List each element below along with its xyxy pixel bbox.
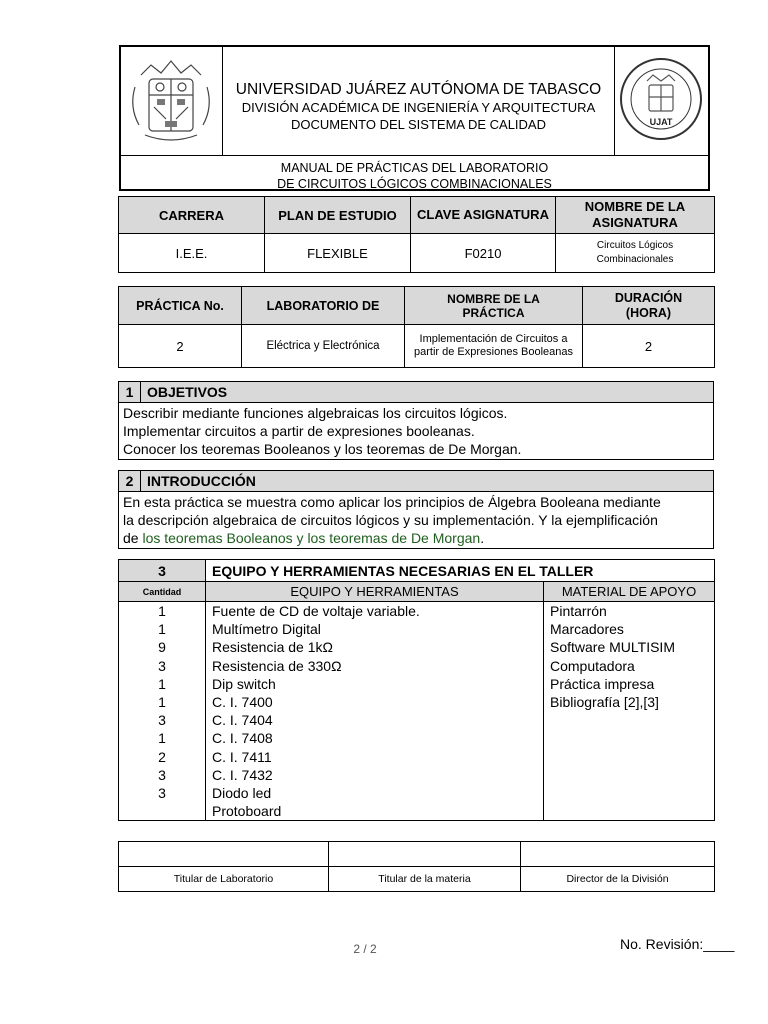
course-carrera: I.E.E. [119,234,265,273]
equipo-title: EQUIPO Y HERRAMIENTAS NECESARIAS EN EL TALLER [206,560,715,582]
objetivo-line: Conocer los teoremas Booleanos y los teoremas de De Morgan. [123,441,522,457]
material-item: Marcadores [550,621,624,638]
practice-table [118,286,715,368]
practice-nombre: Implementación de Circuitos a partir de Expresiones Booleanas [405,325,583,368]
course-header-nombre: NOMBRE DE LA ASIGNATURA [556,197,715,234]
qty-item: 9 [158,639,166,656]
signature-line-materia [329,842,521,867]
header-titles [223,47,614,155]
introduccion-title: INTRODUCCIÓN [141,471,714,492]
manual-title [121,155,708,189]
qty-item: 3 [158,657,166,674]
qty-item: 3 [158,766,166,783]
university-name: UNIVERSIDAD JUÁREZ AUTÓNOMA DE TABASCO [235,81,602,98]
manual-title-line2: DE CIRCUITOS LÓGICOS COMBINACIONALES [277,177,552,191]
equipo-col-equipo: EQUIPO Y HERRAMIENTAS [206,582,544,602]
intro-line3-prefix: de [123,530,143,546]
material-item: Práctica impresa [550,675,655,692]
signature-label-lab: Titular de Laboratorio [119,867,329,892]
qty-item: 1 [158,694,166,711]
university-crest-logo [121,47,223,155]
practice-header-duracion: DURACIÓN (HORA) [583,287,715,325]
qty-item: 1 [158,621,166,638]
equipo-item: C. I. 7404 [212,712,273,729]
material-item: Computadora [550,657,635,674]
intro-line3-highlight: los teoremas Booleanos y los teoremas de De Morgan [142,530,481,546]
page-number: 2 / 2 [353,942,377,956]
objetivos-body [119,403,714,460]
objetivos-section [118,381,714,460]
course-nombre: Circuitos Lógicos Combinacionales [556,234,715,273]
division-name: DIVISIÓN ACADÉMICA DE INGENIERÍA Y ARQUITECTURA [241,100,596,115]
equipo-quantities [119,602,206,821]
equipo-item: Fuente de CD de voltaje variable. [212,603,420,619]
intro-line3-suffix: . [480,530,485,546]
intro-line2: la descripción algebraica de circuitos lógicos y su implementación. Y la ejemplificación [123,512,658,528]
equipo-item: Resistencia de 1kΩ [212,639,333,656]
practice-no: 2 [119,325,242,368]
practice-duracion: 2 [583,325,715,368]
equipo-item: Dip switch [212,675,276,692]
equipo-item: Resistencia de 330Ω [212,657,342,674]
equipo-section [118,559,715,821]
objetivo-line: Implementar circuitos a partir de expresiones booleanas. [123,423,475,439]
revision-number: No. Revisión:____ [620,936,735,952]
qty-item: 1 [158,675,166,692]
practice-header-no: PRÁCTICA No. [119,287,242,325]
qty-item: 3 [158,785,166,802]
equipo-item: Protoboard [212,803,282,820]
equipo-item: Diodo led [212,785,272,802]
equipo-item: C. I. 7411 [212,748,272,765]
equipo-number: 3 [119,560,206,582]
course-header-plan: PLAN DE ESTUDIO [265,197,411,234]
objetivo-line: Describir mediante funciones algebraicas los circuitos lógicos. [123,405,508,421]
course-plan: FLEXIBLE [265,234,411,273]
qty-item: 3 [158,712,166,729]
university-seal-logo [614,47,708,155]
manual-title-line1: MANUAL DE PRÁCTICAS DEL LABORATORIO [280,161,549,175]
equipo-col-material: MATERIAL DE APOYO [544,582,715,602]
objetivos-title: OBJETIVOS [141,382,714,403]
signature-label-materia: Titular de la materia [329,867,521,892]
introduccion-number: 2 [119,471,141,492]
material-items [544,602,715,821]
practice-lab: Eléctrica y Electrónica [242,325,405,368]
course-table [118,196,715,273]
equipo-item: C. I. 7400 [212,694,273,711]
equipo-items [206,602,544,821]
equipo-item: C. I. 7408 [212,730,273,747]
equipo-item: Multímetro Digital [212,621,321,638]
equipo-col-qty: Cantidad [119,582,206,602]
signature-label-director: Director de la División [521,867,715,892]
objetivos-number: 1 [119,382,141,403]
introduccion-body [119,492,714,549]
signature-table [118,841,715,892]
equipo-item: C. I. 7432 [212,766,273,783]
qty-item: 1 [158,730,166,747]
document-header [119,45,710,191]
practice-header-nombre: NOMBRE DE LA PRÁCTICA [405,287,583,325]
signature-line-director [521,842,715,867]
practice-header-lab: LABORATORIO DE [242,287,405,325]
seal-text: UJAT [649,117,673,127]
material-item: Software MULTISIM [550,639,675,656]
material-item: Pintarrón [550,603,607,619]
material-item: Bibliografía [2],[3] [550,694,659,711]
document-type: DOCUMENTO DEL SISTEMA DE CALIDAD [291,117,546,132]
intro-line1: En esta práctica se muestra como aplicar los principios de Álgebra Booleana mediante [123,494,661,510]
introduccion-section [118,470,714,549]
course-header-carrera: CARRERA [119,197,265,234]
signature-line-lab [119,842,329,867]
qty-item: 1 [158,603,166,619]
course-clave: F0210 [411,234,556,273]
intro-line3 [123,529,709,547]
course-header-clave: CLAVE ASIGNATURA [411,197,556,234]
qty-item: 2 [158,748,166,765]
